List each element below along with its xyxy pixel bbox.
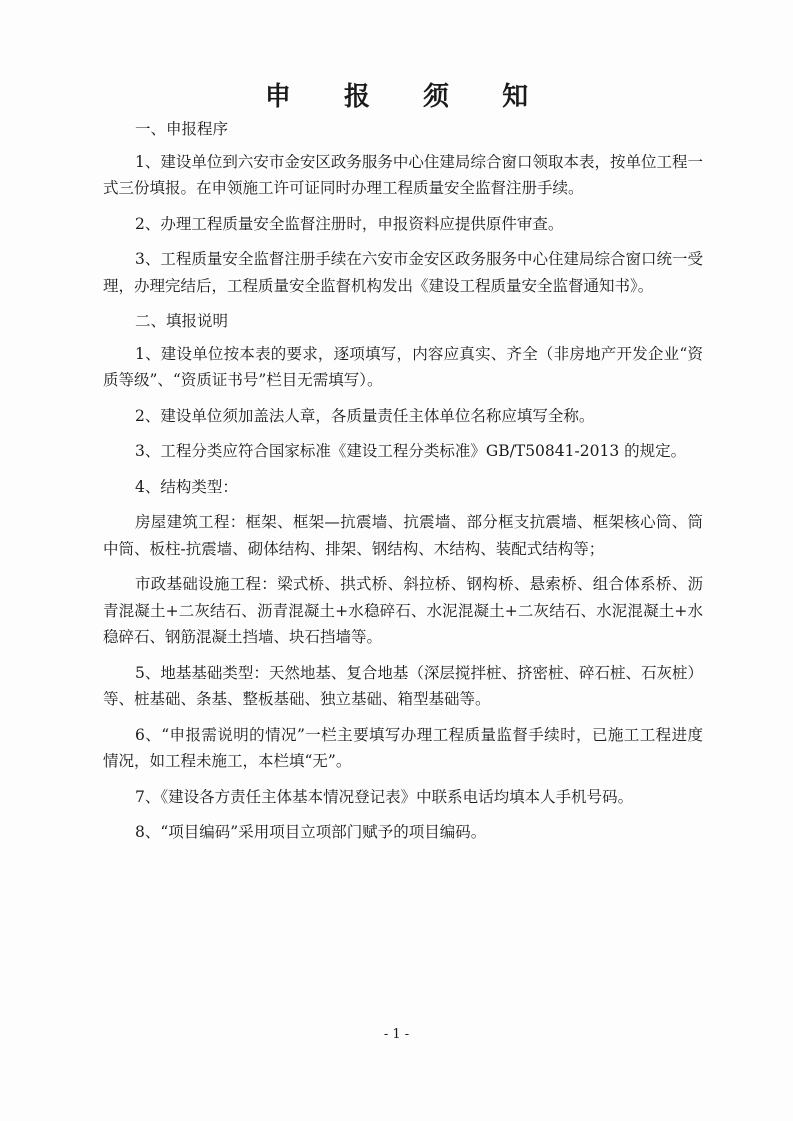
section-heading-instructions: 二、填报说明 — [135, 312, 229, 330]
instruction-item-4: 4、结构类型： — [135, 477, 238, 496]
section-heading-procedure: 一、申报程序 — [135, 120, 229, 138]
page-title: 申 报 须 知 — [264, 82, 551, 112]
instruction-item-5: 5、地基基础类型：天然地基、复合地基（深层搅拌桩、挤密桩、碎石桩、石灰桩）等、桩基础、条基、整板基础、独立基础、箱型基础等。 — [103, 663, 703, 708]
procedure-item-1: 1、建设单位到六安市金安区政务服务中心住建局综合窗口领取本表，按单位工程一式三份填报。在申领施工许可证同时办理工程质量安全监督注册手续。 — [103, 152, 703, 197]
instruction-item-3: 3、工程分类应符合国家标准《建设工程分类标准》GB/T50841-2013 的规定。 — [135, 442, 687, 460]
instruction-item-7: 7、《建设各方责任主体基本情况登记表》中联系电话均填本人手机号码。 — [135, 787, 634, 806]
page-number: - 1 - — [383, 1027, 410, 1042]
instruction-item-6: 6、“申报需说明的情况”一栏主要填写办理工程质量监督手续时，已施工工程进度情况，如工程未施工，本栏填“无”。 — [103, 725, 703, 770]
structure-types-building: 房屋建筑工程：框架、框架—抗震墙、抗震墙、部分框支抗震墙、框架核心筒、筒中筒、板柱-抗震墙、砌体结构、排架、钢结构、木结构、装配式结构等； — [103, 513, 703, 558]
procedure-item-3: 3、工程质量安全监督注册手续在六安市金安区政务服务中心住建局综合窗口统一受理，办理完结后，工程质量安全监督机构发出《建设工程质量安全监督通知书》。 — [103, 250, 703, 295]
instruction-item-1: 1、建设单位按本表的要求，逐项填写，内容应真实、齐全（非房地产开发企业“资质等级”、“资质证书号”栏目无需填写）。 — [103, 344, 703, 389]
instruction-item-8: 8、“项目编码”采用项目立项部门赋予的项目编码。 — [135, 823, 487, 841]
document-body — [103, 116, 703, 855]
structure-types-municipal: 市政基础设施工程：梁式桥、拱式桥、斜拉桥、钢构桥、悬索桥、组合体系桥、沥青混凝土+二灰结石、沥青混凝土+水稳碎石、水泥混凝土+二灰结石、水泥混凝土+水稳碎石、钢筋混凝土挡墙、块石挡墙等。 — [103, 575, 703, 646]
instruction-item-2: 2、建设单位须加盖法人章，各质量责任主体单位名称应填写全称。 — [135, 406, 595, 425]
procedure-item-2: 2、办理工程质量安全监督注册时，申报资料应提供原件审查。 — [135, 214, 564, 233]
